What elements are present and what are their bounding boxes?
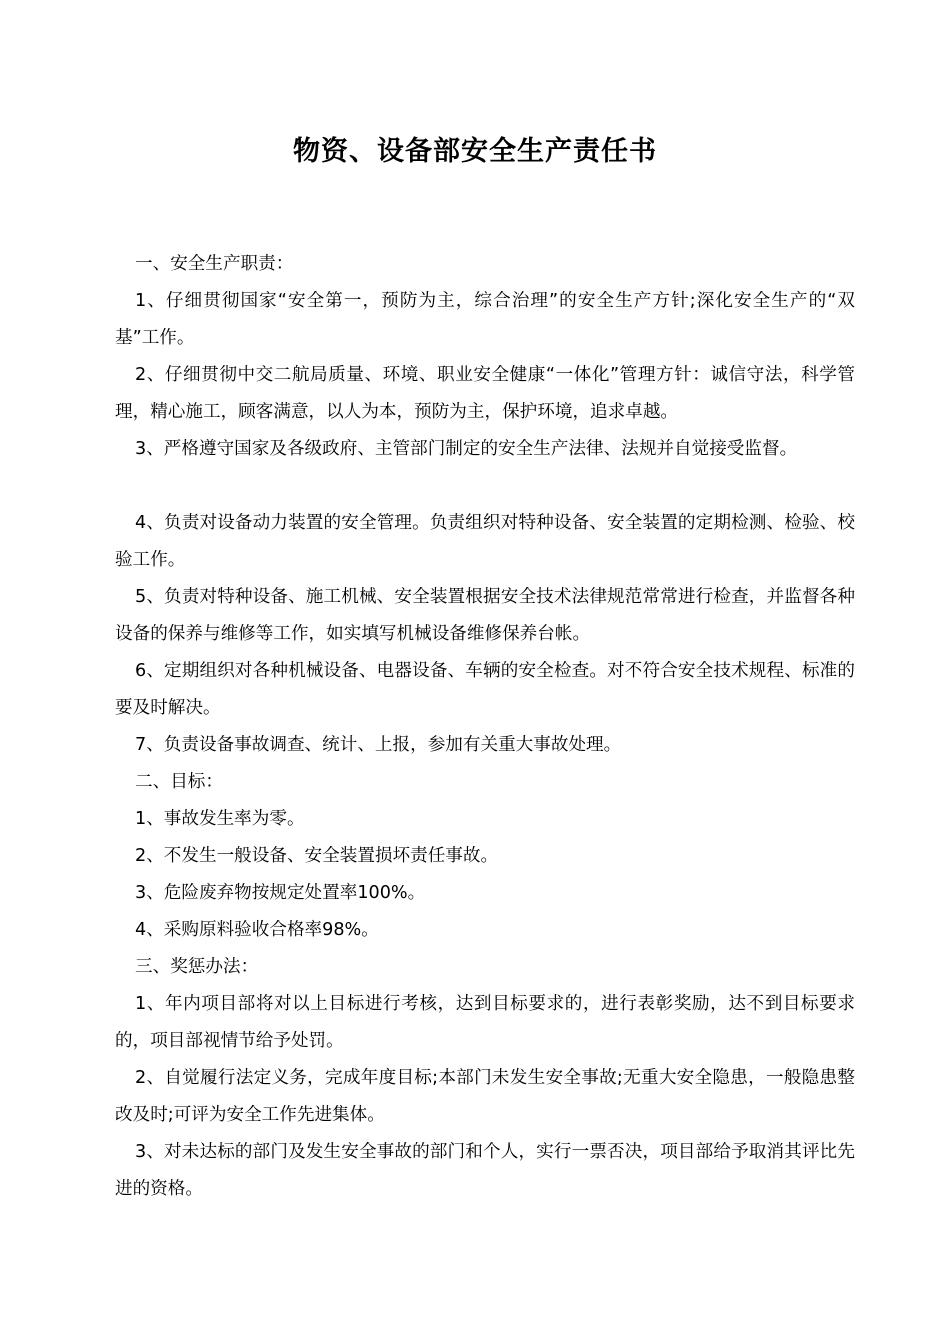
- duty-item-7: 7、负责设备事故调查、统计、上报，参加有关重大事故处理。: [135, 735, 622, 755]
- duty-item-4: 4、负责对设备动力装置的安全管理。负责组织对特种设备、安全装置的定期检测、检验、校验工作。: [115, 513, 855, 570]
- document-body: [115, 246, 855, 1208]
- reward-item-1: 1、年内项目部将对以上目标进行考核，达到目标要求的，进行表彰奖励，达不到目标要求的，项目部视情节给予处罚。: [115, 994, 855, 1051]
- section-heading-duties: 一、安全生产职责：: [135, 254, 294, 274]
- duty-item-1: 1、仔细贯彻国家“安全第一，预防为主，综合治理”的安全生产方针;深化安全生产的“双基”工作。: [115, 291, 855, 348]
- goal-item-3: 3、危险废弃物按规定处置率100%。: [135, 883, 426, 903]
- goal-item-1: 1、事故发生率为零。: [135, 809, 305, 829]
- duty-item-2: 2、仔细贯彻中交二航局质量、环境、职业安全健康“一体化”管理方针：诚信守法，科学管理，精心施工，顾客满意，以人为本，预防为主，保护环境，追求卓越。: [115, 365, 855, 422]
- section-heading-goals: 二、目标：: [135, 772, 223, 792]
- goal-item-4: 4、采购原料验收合格率98%。: [135, 920, 379, 940]
- reward-item-3: 3、对未达标的部门及发生安全事故的部门和个人，实行一票否决，项目部给予取消其评比先进的资格。: [115, 1142, 855, 1199]
- section-heading-rewards: 三、奖惩办法：: [135, 957, 259, 977]
- document-title: 物资、设备部安全生产责任书: [293, 136, 657, 167]
- reward-item-2: 2、自觉履行法定义务，完成年度目标;本部门未发生安全事故;无重大安全隐患，一般隐患整改及时;可评为安全工作先进集体。: [115, 1068, 855, 1125]
- goal-item-2: 2、不发生一般设备、安全装置损坏责任事故。: [135, 846, 499, 866]
- duty-item-6: 6、定期组织对各种机械设备、电器设备、车辆的安全检查。对不符合安全技术规程、标准的要及时解决。: [115, 661, 855, 718]
- duty-item-3: 3、严格遵守国家及各级政府、主管部门制定的安全生产法律、法规并自觉接受监督。: [135, 439, 798, 459]
- duty-item-5: 5、负责对特种设备、施工机械、安全装置根据安全技术法律规范常常进行检查，并监督各种设备的保养与维修等工作，如实填写机械设备维修保养台帐。: [115, 587, 855, 644]
